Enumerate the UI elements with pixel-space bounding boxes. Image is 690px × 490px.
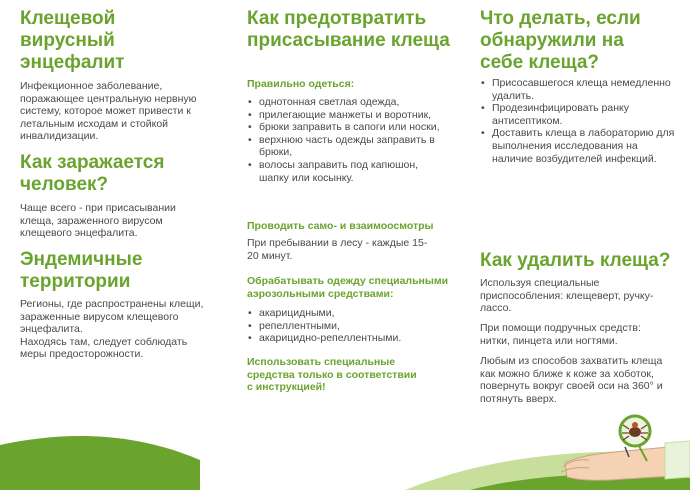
dress-list <box>247 96 442 184</box>
treatment-list <box>247 307 457 345</box>
subtitle-treat-clothing: Обрабатывать одежду специальными аэрозольными средствами: <box>247 275 449 300</box>
list-item: • Присосавшегося клеща немедленно удалить. <box>480 77 675 102</box>
title-how-infected: Как заражается человек? <box>20 152 165 195</box>
remove-improvised-text: При помощи подручных средств: нитки, пинцета или ногтями. <box>480 322 641 347</box>
list-item: • акарицидно-репеллентными. <box>247 332 457 345</box>
remove-method-text: Любым из способов захватить клеща как можно ближе к коже за хоботок, повернуть вокруг своей оси на 360° и потянуть вверх. <box>480 355 663 405</box>
list-item: • Продезинфицировать ранку антисептиком. <box>480 102 675 127</box>
list-item: • репеллентными, <box>247 320 457 333</box>
list-item: • волосы заправить под капюшон, шапку или косынку. <box>247 159 442 184</box>
remove-tools-text: Используя специальные приспособления: клещеверт, ручку-лассо. <box>480 277 654 315</box>
hand-tick-illustration <box>555 405 690 490</box>
encephalitis-description: Инфекционное заболевание, поражающее центральную нервную систему, которое может привести к летальным исходам и стойкой инвалидизации. <box>20 80 197 143</box>
list-item: • брюки заправить в сапоги или носки, <box>247 121 442 134</box>
what-to-do-list <box>480 77 675 165</box>
subtitle-use-instructions: Использовать специальные средства только в соответствии с инструкцией! <box>247 356 417 394</box>
title-endemic: Эндемичные территории <box>20 249 143 292</box>
subtitle-dress: Правильно одеться: <box>247 78 355 90</box>
inspection-description: При пребывании в лесу - каждые 15-20 минут. <box>247 237 428 262</box>
title-what-to-do: Что делать, если обнаружили на себе клеща? <box>480 8 641 73</box>
list-item: • однотонная светлая одежда, <box>247 96 442 109</box>
subtitle-inspection: Проводить само- и взаимоосмотры <box>247 220 434 232</box>
title-encephalitis: Клещевой вирусный энцефалит <box>20 8 125 73</box>
endemic-description: Регионы, где распространены клещи, зараженные вирусом клещевого энцефалита. Находясь там, следует соблюдать меры предосторожности. <box>20 298 204 361</box>
list-item: • верхнюю часть одежды заправить в брюки, <box>247 134 442 159</box>
list-item: • акарицидными, <box>247 307 457 320</box>
list-item: • Доставить клеща в лабораторию для выполнения исследования на наличие возбудителей инфекций. <box>480 127 675 165</box>
list-item: • прилегающие манжеты и воротник, <box>247 109 442 122</box>
title-prevent: Как предотвратить присасывание клеща <box>247 8 450 51</box>
title-how-remove: Как удалить клеща? <box>480 250 671 271</box>
infection-description: Чаще всего - при присасывании клеща, зараженного вирусом клещевого энцефалита. <box>20 202 176 240</box>
